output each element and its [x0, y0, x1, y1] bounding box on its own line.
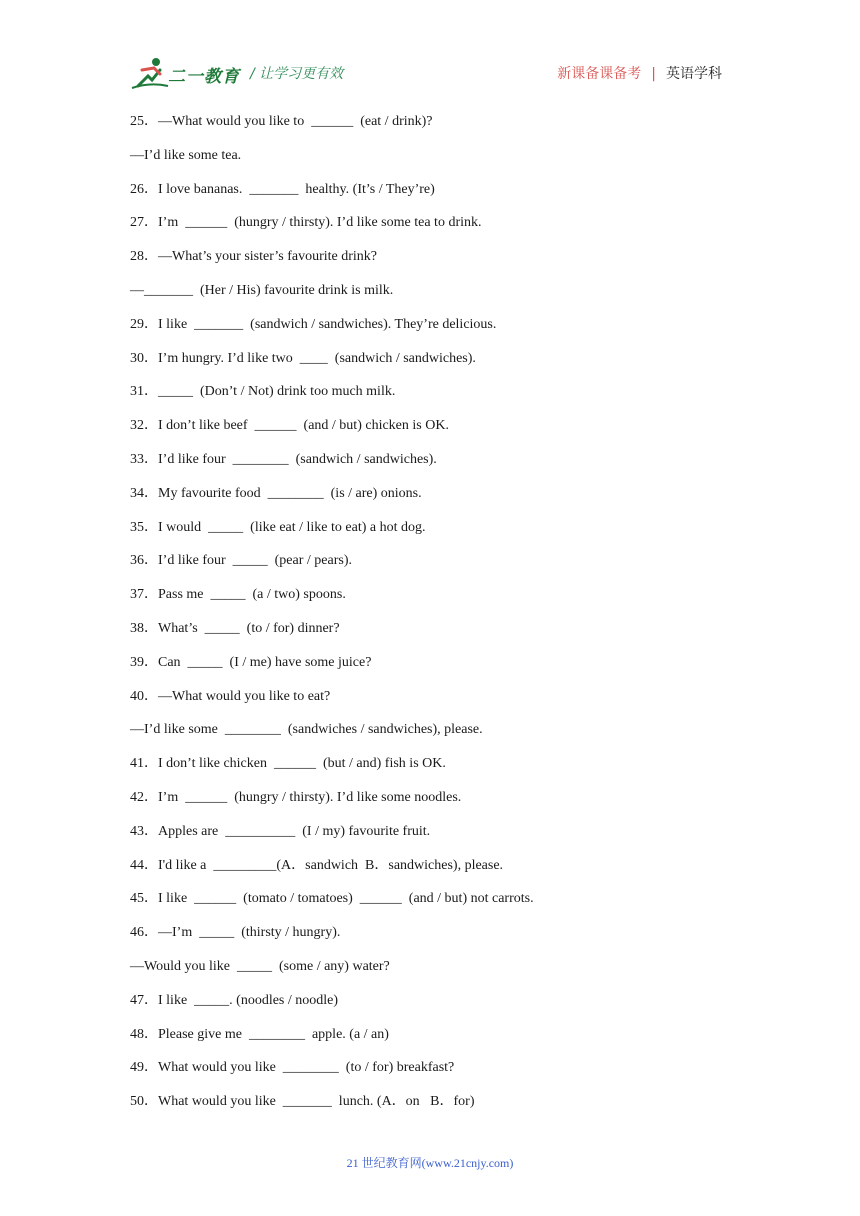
exercise-line: 36．I’d like four _____ (pear / pears).: [130, 553, 352, 569]
exercise-line: 28．—What’s your sister’s favourite drink?: [130, 249, 378, 265]
exercise-line: 38．What’s _____ (to / for) dinner?: [130, 620, 340, 636]
header-tag-subject: 英语学科: [666, 66, 722, 82]
exercise-line: 27．I’m ______ (hungry / thirsty). I’d like some tea to drink.: [130, 215, 482, 231]
exercise-list: [130, 112, 750, 1126]
exercise-line: 31．_____ (Don’t / Not) drink too much milk.: [130, 384, 396, 400]
exercise-line: 39．Can _____ (I / me) have some juice?: [130, 654, 372, 670]
exercise-line: 48．Please give me ________ apple. (a / an): [130, 1026, 389, 1042]
exercise-line: 37．Pass me _____ (a / two) spoons.: [130, 587, 346, 603]
exercise-line: —I’d like some ________ (sandwiches / sandwiches), please.: [130, 722, 483, 738]
logo: [130, 56, 240, 90]
exercise-line: 30．I’m hungry. I’d like two ____ (sandwich / sandwiches).: [130, 350, 476, 366]
exercise-line: 46．—I’m _____ (thirsty / hungry).: [130, 925, 341, 941]
exercise-line: 32．I don’t like beef ______ (and / but) chicken is OK.: [130, 418, 449, 434]
exercise-line: 47．I like _____. (noodles / noodle): [130, 992, 339, 1008]
header-tag-prep: 新课备课备考: [557, 66, 642, 82]
slogan: / 让学习更有效: [250, 66, 344, 82]
exercise-line: 49．What would you like ________ (to / for) breakfast?: [130, 1060, 455, 1076]
exercise-line: 35．I would _____ (like eat / like to eat) a hot dog.: [130, 519, 426, 535]
page-header: [130, 56, 730, 90]
exercise-line: 42．I’m ______ (hungry / thirsty). I’d like some noodles.: [130, 789, 462, 805]
exercise-line: 26．I love bananas. _______ healthy. (It’s / They’re): [130, 181, 435, 197]
exercise-line: 29．I like _______ (sandwich / sandwiches). They’re delicious.: [130, 316, 497, 332]
exercise-line: 25．—What would you like to ______ (eat / drink)?: [130, 114, 433, 129]
header-separator: |: [651, 66, 656, 82]
exercise-line: 41．I don’t like chicken ______ (but / and) fish is OK.: [130, 756, 446, 772]
exercise-line: 50．What would you like _______ lunch. (A．on B．for): [130, 1094, 475, 1110]
header-right: [557, 63, 722, 83]
exercise-line: 45．I like ______ (tomato / tomatoes) ______ (and / but) not carrots.: [130, 891, 534, 907]
exercise-line: —I’d like some tea.: [130, 147, 242, 163]
exercise-line: —Would you like _____ (some / any) water?: [130, 958, 390, 974]
footer-source: 21 世纪教育网(www.21cnjy.com): [346, 1156, 514, 1170]
exercise-line: 34．My favourite food ________ (is / are) onions.: [130, 485, 422, 501]
exercise-line: 44．I'd like a _________(A．sandwich B．sandwiches), please.: [130, 857, 504, 873]
exercise-line: 40．—What would you like to eat?: [130, 688, 331, 704]
exercise-line: 43．Apples are __________ (I / my) favourite fruit.: [130, 823, 431, 839]
exercise-line: —_______ (Her / His) favourite drink is milk.: [130, 282, 394, 298]
runner-logo-icon: [130, 56, 170, 90]
exercise-line: 33．I’d like four ________ (sandwich / sandwiches).: [130, 451, 437, 467]
logo-text: 二一教育: [168, 67, 240, 87]
